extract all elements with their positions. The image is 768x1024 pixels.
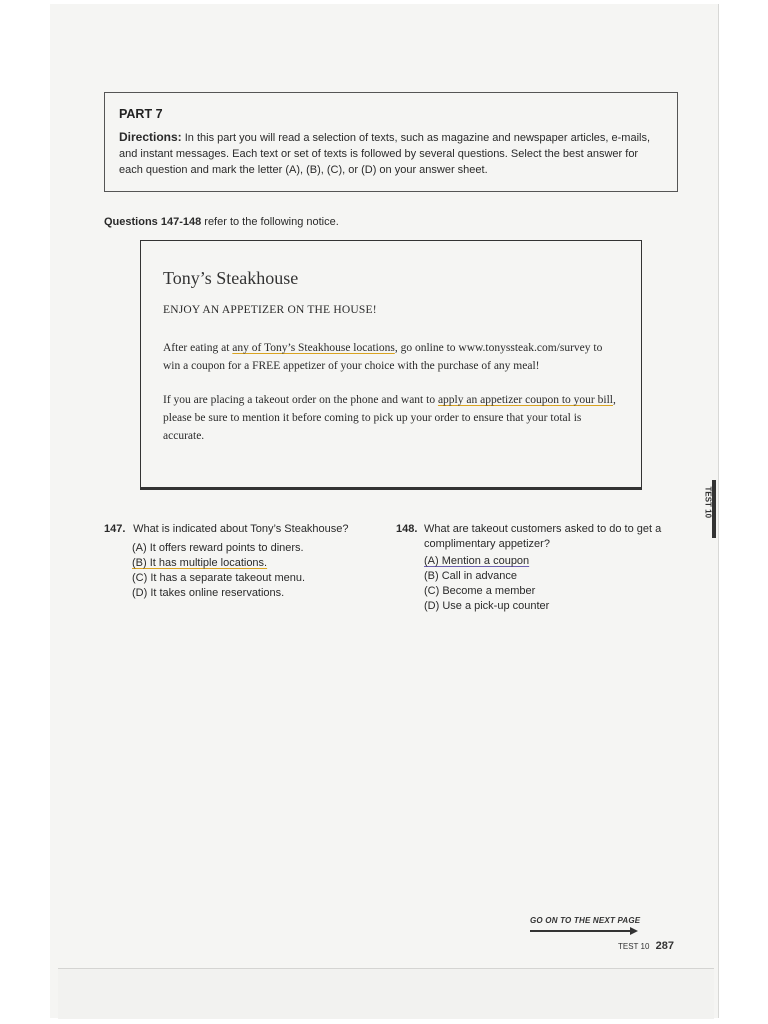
notice-paragraph-2 xyxy=(163,391,619,445)
question-148 xyxy=(396,522,686,614)
notice-title: Tony’s Steakhouse xyxy=(163,268,299,288)
directions-box xyxy=(104,92,678,192)
question-number: 148. xyxy=(396,523,418,535)
option-d[interactable]: (D) Use a pick-up counter xyxy=(424,600,550,612)
questions-intro xyxy=(104,216,339,228)
test-side-tab-label: TEST 10 xyxy=(703,486,713,519)
page-footer xyxy=(618,940,674,952)
notice-heading: ENJOY AN APPETIZER ON THE HOUSE! xyxy=(163,304,377,316)
question-147 xyxy=(104,522,384,601)
option-b[interactable] xyxy=(104,556,384,571)
option-c[interactable]: (C) Become a member xyxy=(424,585,536,597)
notice-paragraph-1 xyxy=(163,339,619,375)
question-stem: What is indicated about Tony’s Steakhouse? xyxy=(133,523,349,535)
next-page-edge xyxy=(58,968,714,1019)
option-a[interactable] xyxy=(396,554,686,569)
highlight-locations: any of Tony’s Steakhouse locations xyxy=(232,342,395,354)
go-on-next-page: GO ON TO THE NEXT PAGE xyxy=(530,916,641,925)
test-label: TEST 10 xyxy=(618,942,650,951)
option-b[interactable]: (B) Call in advance xyxy=(424,570,517,582)
option-b-text: (B) It has multiple locations. xyxy=(132,557,268,569)
test-side-tab xyxy=(698,480,716,538)
directions-text: In this part you will read a selection of texts, such as magazine and newspaper articles, e-mails, and instant messages. Each text or set of texts is followed by several questions. Select the best answer for each question and mark the letter (A), (B), (C), or (D) on your answer sheet. xyxy=(119,132,651,176)
notice-p2-end: , please be sure to mention it before coming to pick up your order to ensure that your total is accurate. xyxy=(163,394,616,442)
option-a[interactable]: (A) It offers reward points to diners. xyxy=(132,542,304,554)
notice-p2-start: If you are placing a takeout order on the phone and want to xyxy=(163,394,438,406)
highlight-coupon: apply an appetizer coupon to your bill xyxy=(437,394,613,406)
part-title: PART 7 xyxy=(119,107,163,121)
arrow-right-icon xyxy=(530,926,640,936)
notice-p1-end: , go online to www.tonyssteak.com/survey to win a coupon for a FREE appetizer of your choice with the purchase of any meal! xyxy=(163,342,603,372)
questions-intro-text: refer to the following notice. xyxy=(204,216,339,228)
page-number: 287 xyxy=(655,940,675,952)
question-number: 147. xyxy=(104,523,126,535)
option-d[interactable]: (D) It takes online reservations. xyxy=(132,587,285,599)
directions-label: Directions: xyxy=(119,130,182,144)
question-stem: What are takeout customers asked to do to get a complimentary appetizer? xyxy=(424,523,662,550)
directions xyxy=(119,129,663,178)
questions-range: Questions 147-148 xyxy=(104,216,202,228)
notice-p1-start: After eating at xyxy=(163,342,233,354)
notice xyxy=(140,240,642,490)
option-c[interactable]: (C) It has a separate takeout menu. xyxy=(132,572,306,584)
option-a-text: (A) Mention a coupon xyxy=(424,555,530,567)
